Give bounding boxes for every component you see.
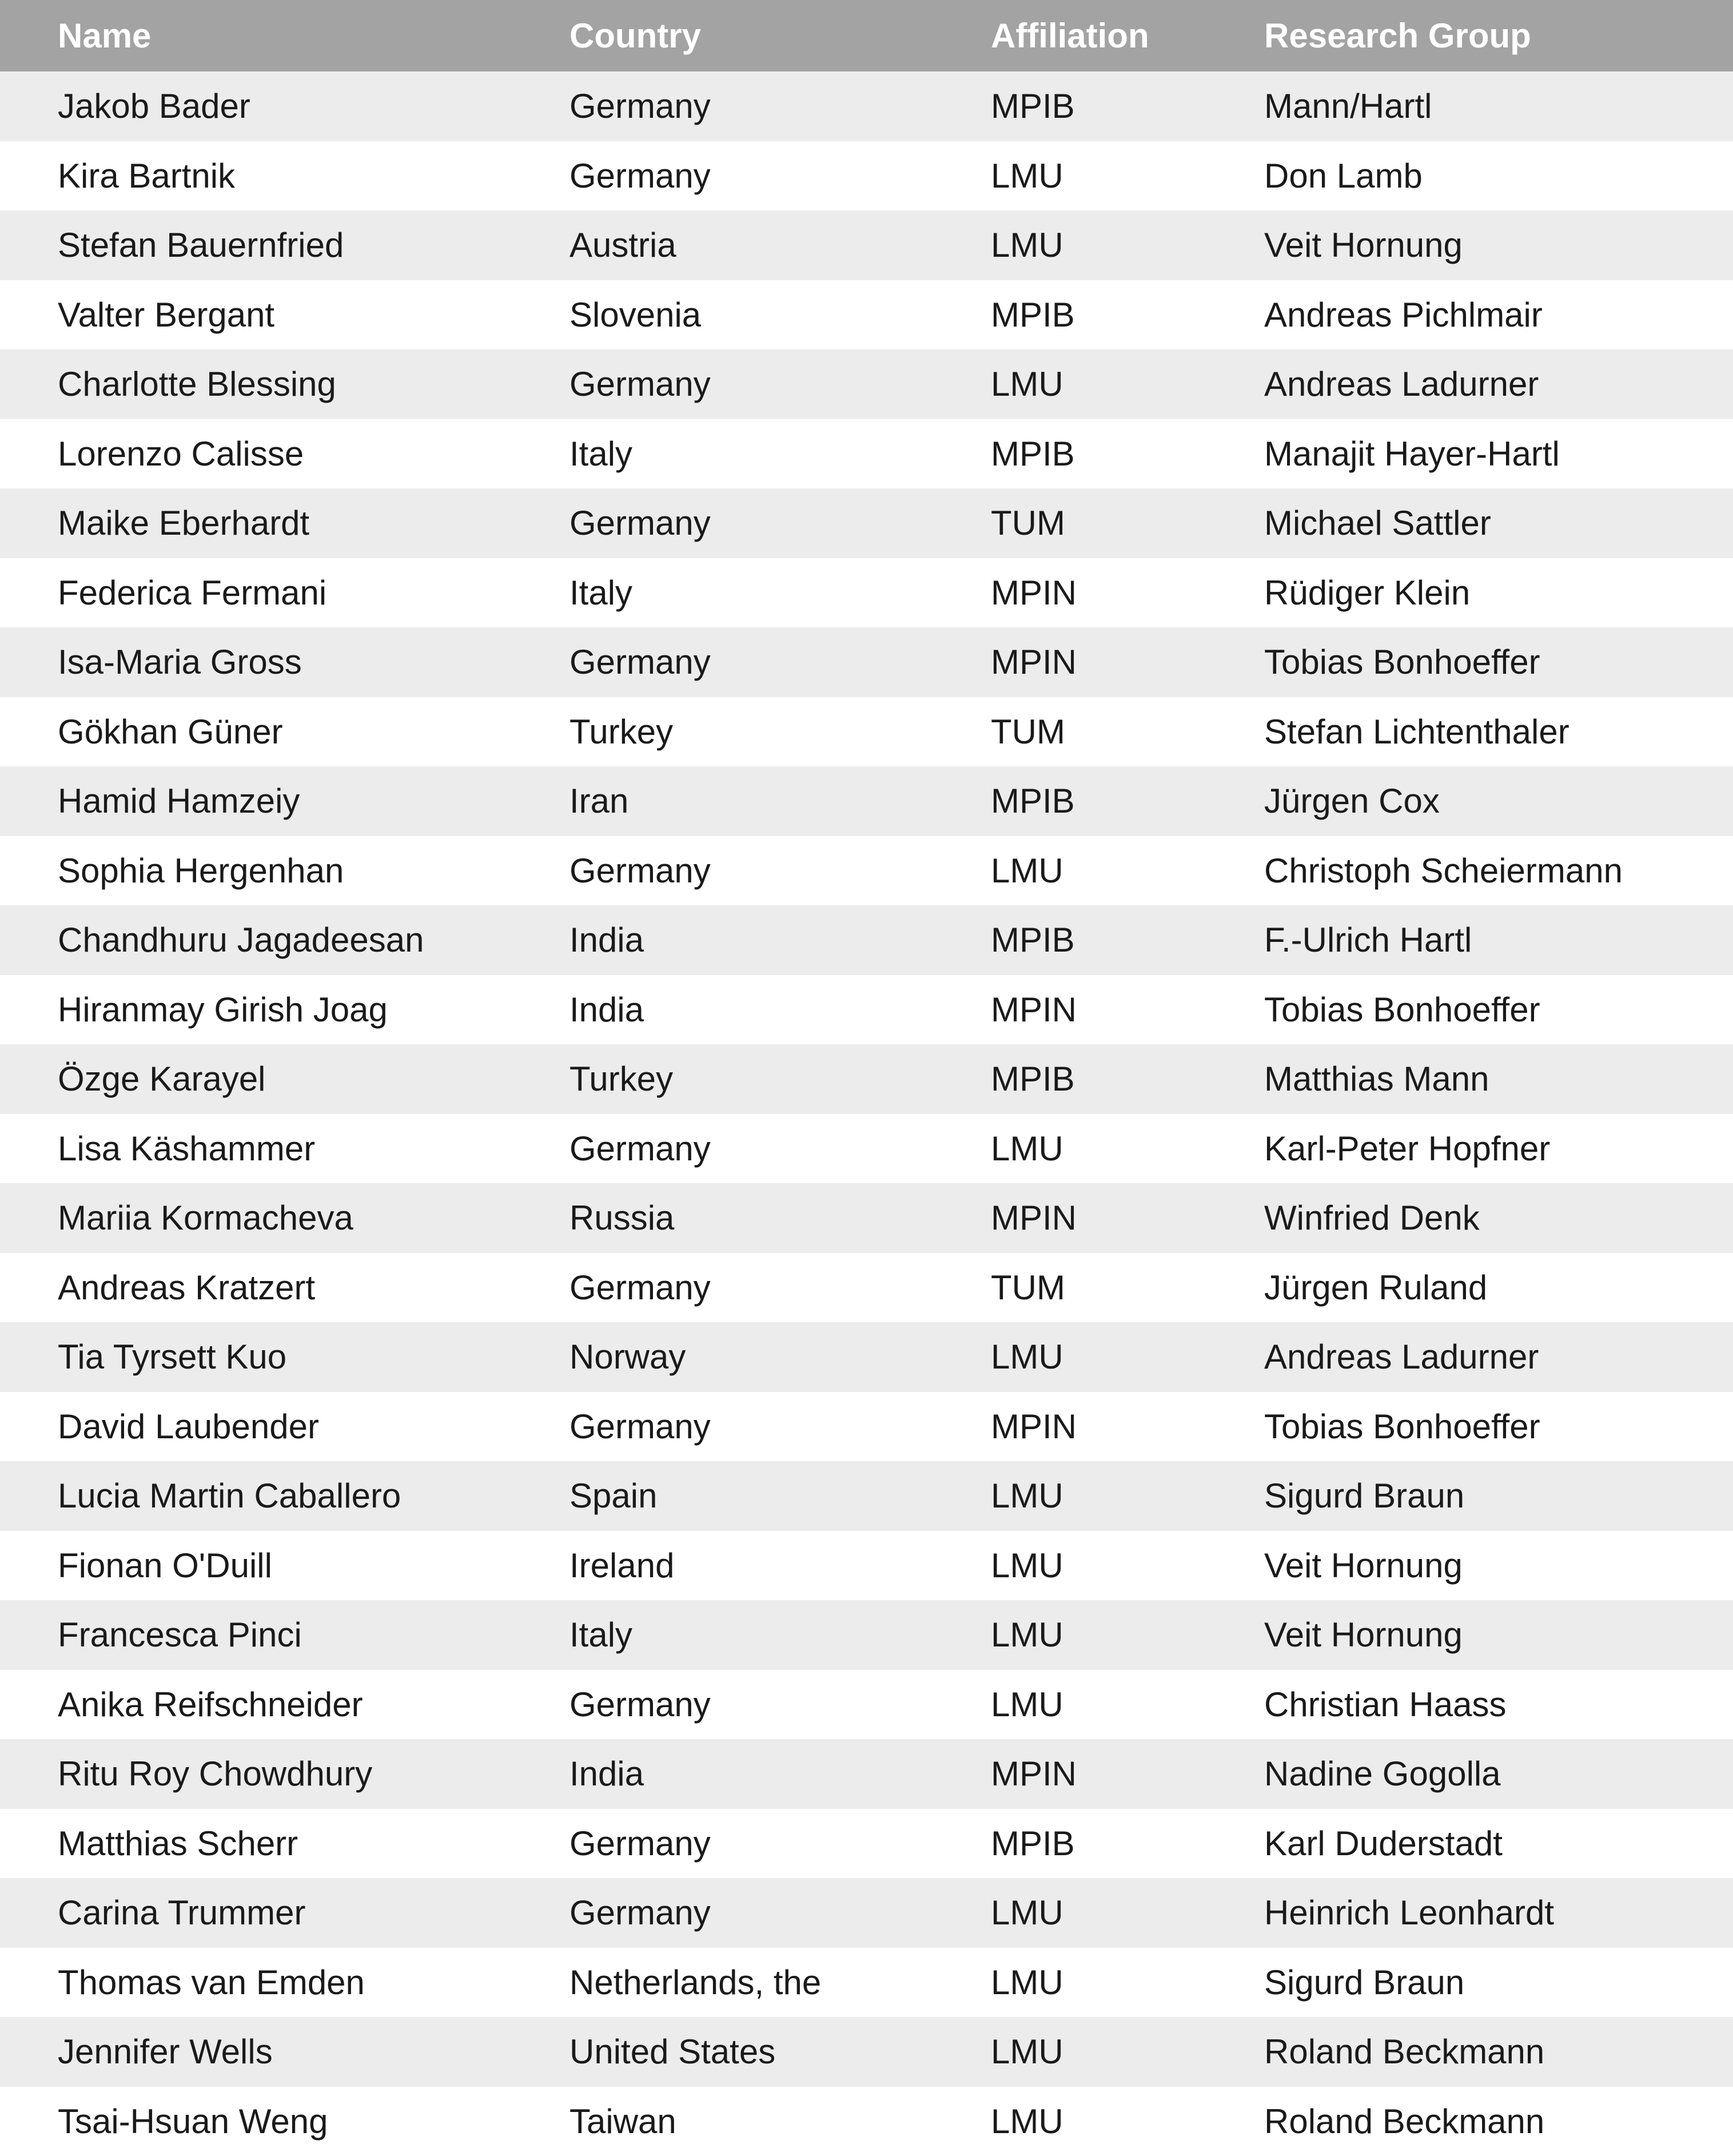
cell-affiliation: MPIB <box>991 86 1264 126</box>
cell-affiliation: MPIB <box>991 434 1264 474</box>
cell-country: Turkey <box>569 712 991 751</box>
cell-country: Germany <box>569 156 991 196</box>
cell-name: Thomas van Emden <box>0 1963 569 2002</box>
cell-name: Valter Bergant <box>0 295 569 335</box>
cell-country: Iran <box>569 781 991 821</box>
table-row <box>0 1183 1733 1253</box>
cell-name: Matthias Scherr <box>0 1824 569 1863</box>
cell-affiliation: MPIN <box>991 573 1264 612</box>
table-row <box>0 71 1733 141</box>
cell-country: Norway <box>569 1337 991 1377</box>
cell-name: Isa-Maria Gross <box>0 642 569 682</box>
cell-affiliation: LMU <box>991 1476 1264 1515</box>
cell-country: Germany <box>569 642 991 682</box>
cell-research-group: Veit Hornung <box>1264 1615 1733 1654</box>
cell-research-group: Veit Hornung <box>1264 225 1733 265</box>
table-row <box>0 210 1733 280</box>
cell-research-group: Winfried Denk <box>1264 1198 1733 1238</box>
cell-affiliation: LMU <box>991 2032 1264 2071</box>
cell-country: Ireland <box>569 1546 991 1585</box>
table-row <box>0 836 1733 906</box>
cell-affiliation: LMU <box>991 1685 1264 1724</box>
cell-country: India <box>569 1754 991 1793</box>
cell-research-group: Sigurd Braun <box>1264 1476 1733 1515</box>
cell-affiliation: MPIN <box>991 1754 1264 1793</box>
cell-affiliation: LMU <box>991 2102 1264 2141</box>
table-row <box>0 488 1733 558</box>
cell-affiliation: MPIN <box>991 642 1264 682</box>
cell-country: Italy <box>569 434 991 474</box>
cell-research-group: Karl Duderstadt <box>1264 1824 1733 1863</box>
cell-research-group: Matthias Mann <box>1264 1059 1733 1099</box>
header-name[interactable]: Name <box>0 16 569 55</box>
table-row <box>0 141 1733 211</box>
table-row <box>0 1461 1733 1531</box>
cell-research-group: Christian Haass <box>1264 1685 1733 1724</box>
cell-name: Jakob Bader <box>0 86 569 126</box>
cell-country: Germany <box>569 503 991 543</box>
cell-name: Tia Tyrsett Kuo <box>0 1337 569 1377</box>
cell-country: Germany <box>569 86 991 126</box>
cell-country: Germany <box>569 1129 991 1168</box>
cell-research-group: Tobias Bonhoeffer <box>1264 990 1733 1029</box>
cell-affiliation: TUM <box>991 712 1264 751</box>
cell-research-group: F.-Ulrich Hartl <box>1264 920 1733 960</box>
cell-country: Germany <box>569 1685 991 1724</box>
cell-affiliation: MPIN <box>991 1407 1264 1446</box>
table-row <box>0 697 1733 767</box>
cell-country: Germany <box>569 1824 991 1863</box>
table-row <box>0 419 1733 489</box>
cell-affiliation: LMU <box>991 1963 1264 2002</box>
table-row <box>0 1392 1733 1462</box>
cell-name: Stefan Bauernfried <box>0 225 569 265</box>
table-row <box>0 1948 1733 2018</box>
cell-affiliation: LMU <box>991 1337 1264 1377</box>
cell-name: Hiranmay Girish Joag <box>0 990 569 1029</box>
cell-country: Netherlands, the <box>569 1963 991 2002</box>
cell-research-group: Don Lamb <box>1264 156 1733 196</box>
table-row <box>0 1253 1733 1323</box>
cell-name: Ritu Roy Chowdhury <box>0 1754 569 1793</box>
table-body <box>0 71 1733 2156</box>
cell-name: Hamid Hamzeiy <box>0 781 569 821</box>
cell-affiliation: MPIB <box>991 1824 1264 1863</box>
cell-name: Mariia Kormacheva <box>0 1198 569 1238</box>
cell-affiliation: LMU <box>991 1893 1264 1932</box>
cell-country: India <box>569 990 991 1029</box>
table-row <box>0 558 1733 628</box>
cell-country: Germany <box>569 851 991 890</box>
table-row <box>0 766 1733 836</box>
cell-research-group: Heinrich Leonhardt <box>1264 1893 1733 1932</box>
cell-name: Charlotte Blessing <box>0 364 569 404</box>
cell-name: Fionan O'Duill <box>0 1546 569 1585</box>
cell-name: Kira Bartnik <box>0 156 569 196</box>
cell-name: Jennifer Wells <box>0 2032 569 2071</box>
cell-affiliation: TUM <box>991 503 1264 543</box>
table-row <box>0 905 1733 975</box>
cell-research-group: Andreas Ladurner <box>1264 364 1733 404</box>
cell-research-group: Veit Hornung <box>1264 1546 1733 1585</box>
table-row <box>0 1531 1733 1601</box>
cell-name: Lisa Käshammer <box>0 1129 569 1168</box>
cell-affiliation: MPIB <box>991 920 1264 960</box>
header-affiliation[interactable]: Affiliation <box>991 16 1264 55</box>
cell-research-group: Roland Beckmann <box>1264 2102 1733 2141</box>
cell-affiliation: LMU <box>991 1129 1264 1168</box>
cell-research-group: Michael Sattler <box>1264 503 1733 543</box>
table-row <box>0 627 1733 697</box>
cell-affiliation: MPIB <box>991 295 1264 335</box>
cell-affiliation: LMU <box>991 156 1264 196</box>
cell-affiliation: TUM <box>991 1268 1264 1307</box>
cell-research-group: Andreas Pichlmair <box>1264 295 1733 335</box>
cell-affiliation: MPIB <box>991 781 1264 821</box>
table-row <box>0 2017 1733 2087</box>
cell-research-group: Christoph Scheiermann <box>1264 851 1733 890</box>
cell-country: India <box>569 920 991 960</box>
cell-country: United States <box>569 2032 991 2071</box>
cell-affiliation: LMU <box>991 851 1264 890</box>
cell-research-group: Mann/Hartl <box>1264 86 1733 126</box>
cell-affiliation: MPIN <box>991 1198 1264 1238</box>
cell-name: Anika Reifschneider <box>0 1685 569 1724</box>
cell-name: Carina Trummer <box>0 1893 569 1932</box>
table-row <box>0 280 1733 350</box>
cell-research-group: Tobias Bonhoeffer <box>1264 1407 1733 1446</box>
table-row <box>0 975 1733 1045</box>
cell-research-group: Roland Beckmann <box>1264 2032 1733 2071</box>
cell-country: Spain <box>569 1476 991 1515</box>
cell-name: Chandhuru Jagadeesan <box>0 920 569 960</box>
cell-research-group: Jürgen Cox <box>1264 781 1733 821</box>
cell-affiliation: LMU <box>991 364 1264 404</box>
table-header <box>0 0 1733 71</box>
cell-affiliation: MPIN <box>991 990 1264 1029</box>
cell-name: Lucia Martin Caballero <box>0 1476 569 1515</box>
cell-country: Turkey <box>569 1059 991 1099</box>
table-row <box>0 1670 1733 1740</box>
cell-name: Andreas Kratzert <box>0 1268 569 1307</box>
cell-affiliation: MPIB <box>991 1059 1264 1099</box>
header-country[interactable]: Country <box>569 16 991 55</box>
cell-research-group: Stefan Lichtenthaler <box>1264 712 1733 751</box>
table-row <box>0 2087 1733 2156</box>
cell-name: Lorenzo Calisse <box>0 434 569 474</box>
cell-name: Tsai-Hsuan Weng <box>0 2102 569 2141</box>
cell-research-group: Manajit Hayer-Hartl <box>1264 434 1733 474</box>
cell-research-group: Karl-Peter Hopfner <box>1264 1129 1733 1168</box>
cell-name: Gökhan Güner <box>0 712 569 751</box>
cell-country: Italy <box>569 1615 991 1654</box>
cell-country: Slovenia <box>569 295 991 335</box>
cell-country: Germany <box>569 364 991 404</box>
cell-country: Germany <box>569 1407 991 1446</box>
cell-affiliation: LMU <box>991 1615 1264 1654</box>
table-row <box>0 1322 1733 1392</box>
table-row <box>0 1878 1733 1948</box>
cell-research-group: Nadine Gogolla <box>1264 1754 1733 1793</box>
cell-name: Sophia Hergenhan <box>0 851 569 890</box>
header-research-group[interactable]: Research Group <box>1264 16 1733 55</box>
table-row <box>0 1114 1733 1184</box>
cell-name: Özge Karayel <box>0 1059 569 1099</box>
cell-country: Taiwan <box>569 2102 991 2141</box>
cell-name: David Laubender <box>0 1407 569 1446</box>
cell-affiliation: LMU <box>991 1546 1264 1585</box>
table-row <box>0 1809 1733 1879</box>
cell-country: Russia <box>569 1198 991 1238</box>
table-row <box>0 1044 1733 1114</box>
cell-country: Austria <box>569 225 991 265</box>
cell-research-group: Tobias Bonhoeffer <box>1264 642 1733 682</box>
cell-research-group: Rüdiger Klein <box>1264 573 1733 612</box>
table-row <box>0 1600 1733 1670</box>
cell-name: Maike Eberhardt <box>0 503 569 543</box>
cell-name: Francesca Pinci <box>0 1615 569 1654</box>
cell-country: Germany <box>569 1893 991 1932</box>
cell-research-group: Jürgen Ruland <box>1264 1268 1733 1307</box>
cell-country: Germany <box>569 1268 991 1307</box>
cell-research-group: Andreas Ladurner <box>1264 1337 1733 1377</box>
table-row <box>0 349 1733 419</box>
cell-research-group: Sigurd Braun <box>1264 1963 1733 2002</box>
cell-country: Italy <box>569 573 991 612</box>
cell-affiliation: LMU <box>991 225 1264 265</box>
table-row <box>0 1739 1733 1809</box>
cell-name: Federica Fermani <box>0 573 569 612</box>
